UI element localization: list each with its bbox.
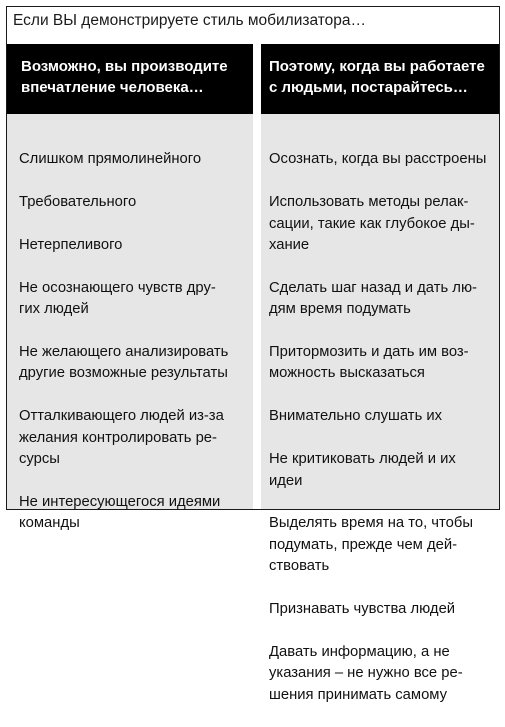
list-item: Не желающего анализировать другие возможные результаты	[19, 344, 229, 382]
list-item: Не критиковать людей и их идеи	[269, 451, 456, 489]
list-item: Не осознающего чувств дру- гих людей	[19, 279, 216, 318]
right-column	[261, 114, 499, 703]
list-item: Давать информацию, а не указания – не нужно все ре- шения принимать самому	[269, 643, 463, 703]
left-column	[7, 114, 253, 532]
list-item: Сделать шаг назад и дать лю- дям время подумать	[269, 279, 477, 318]
table-caption: Если ВЫ демонстрируете стиль мобилизатора…	[13, 12, 367, 29]
right-items-list	[269, 128, 497, 727]
list-item: Признавать чувства людей	[269, 600, 456, 617]
list-item: Не интересующегося идеями команды	[19, 493, 221, 532]
column-divider	[253, 44, 261, 509]
left-column-header: Возможно, вы производите впечатление человека…	[21, 58, 228, 96]
list-item: Осознать, когда вы расстроены	[269, 151, 487, 168]
list-item: Выделять время на то, чтобы подумать, прежде чем дей- ствовать	[269, 515, 473, 575]
list-item: Слишком прямолинейного	[19, 151, 202, 168]
left-items-list	[19, 128, 249, 556]
list-item: Отталкивающего людей из-за желания контролировать ре- сурсы	[19, 408, 224, 468]
list-item: Требовательного	[19, 194, 137, 211]
list-item: Нетерпеливого	[19, 237, 123, 254]
list-item: Использовать методы релак- сации, такие как глубокое ды- хание	[269, 194, 475, 254]
right-column-header: Поэтому, когда вы работаете с людьми, постарайтесь…	[269, 58, 485, 96]
list-item: Внимательно слушать их	[269, 408, 443, 425]
list-item: Притормозить и дать им воз- можность высказаться	[269, 344, 469, 382]
table-frame	[6, 6, 500, 703]
